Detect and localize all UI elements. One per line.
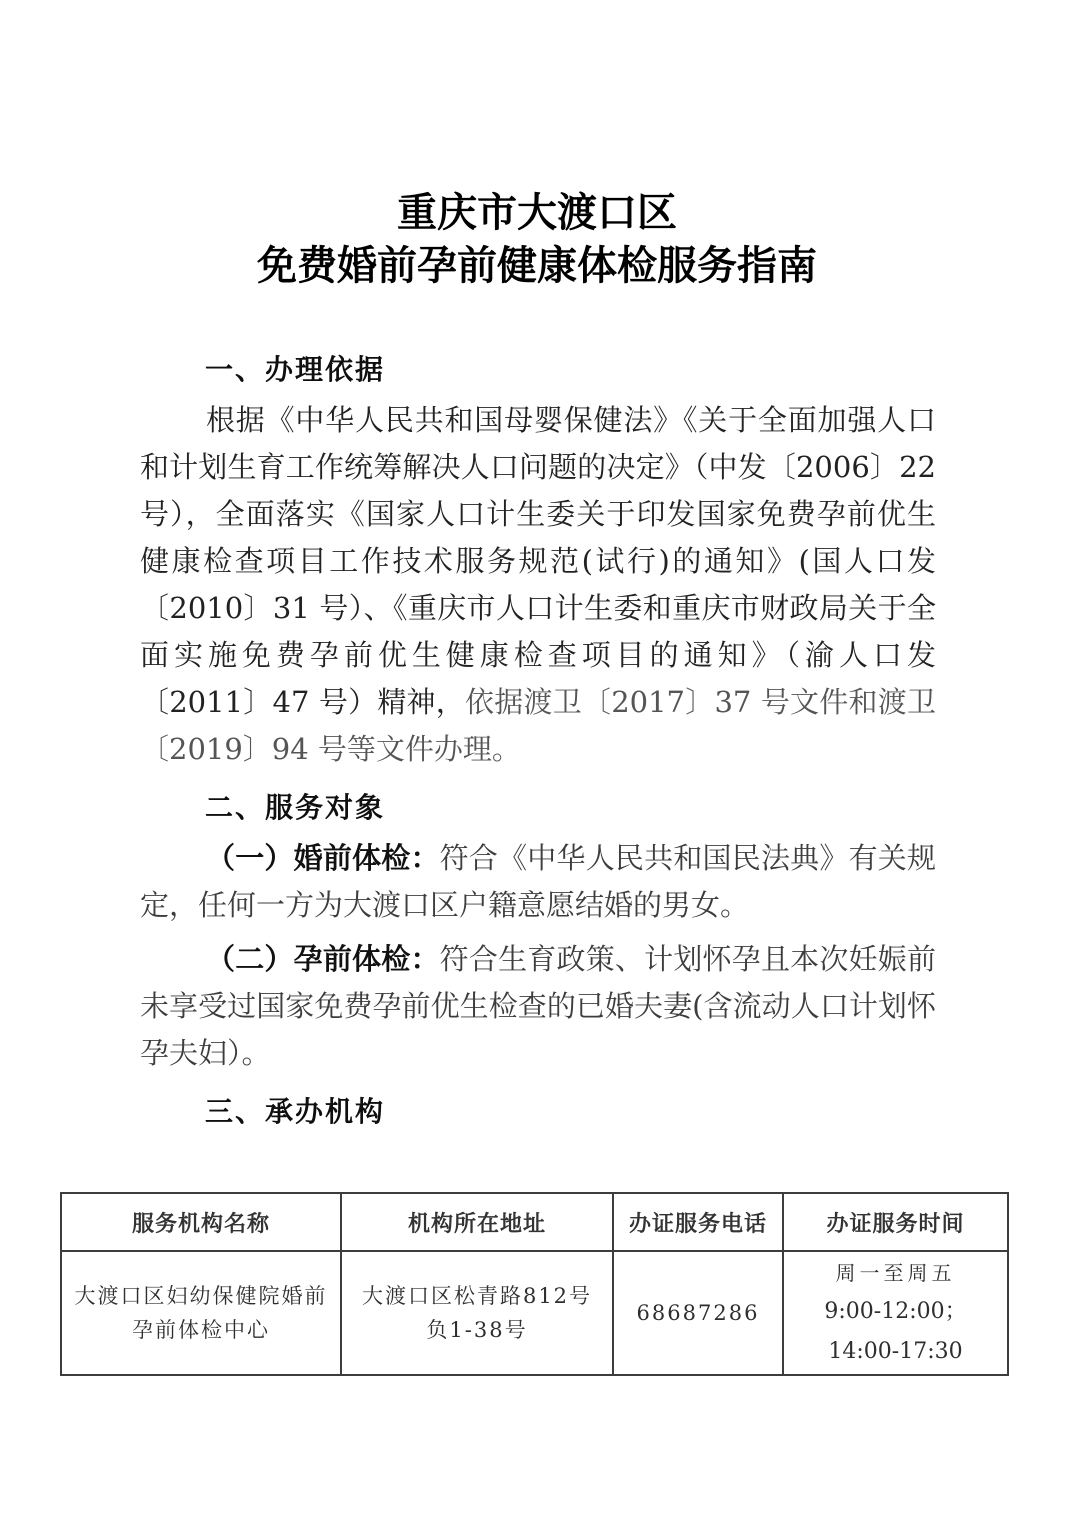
title-line-2: 免费婚前孕前健康体检服务指南 — [257, 242, 817, 289]
section-1-heading: 一、办理依据 — [205, 353, 386, 386]
service-target-item-2 — [140, 936, 936, 1077]
agency-table-row — [61, 1251, 1008, 1375]
service-time-hours: 9:00-12:00；14:00-17:30 — [824, 1299, 967, 1364]
section-2-heading: 二、服务对象 — [205, 791, 386, 824]
agency-table-header-row — [61, 1193, 1008, 1251]
cell-agency-address: 大渡口区松青路812号负1-38号 — [341, 1251, 613, 1375]
item-2-text: 符合生育政策、计划怀孕且本次妊娠前未享受过国家免费孕前优生检查的已婚夫妻(含流动人口计划怀孕夫妇）。 — [140, 942, 936, 1070]
title-line-1: 重庆市大渡口区 — [397, 189, 677, 236]
agency-table — [60, 1192, 1009, 1376]
header-service-phone: 办证服务电话 — [613, 1193, 783, 1251]
header-service-time: 办证服务时间 — [783, 1193, 1008, 1251]
cell-service-time — [783, 1251, 1008, 1375]
document-title — [0, 0, 1074, 292]
service-time-days: 周一至周五 — [835, 1261, 956, 1285]
local-file-reference-text: 依据渡卫〔2017〕37 号文件和渡卫〔2019〕94 号等文件办理。 — [140, 685, 936, 766]
item-1-text: 符合《中华人民共和国民法典》有关规定，任何一方为大渡口区户籍意愿结婚的男女。 — [140, 841, 936, 922]
cell-agency-name: 大渡口区妇幼保健院婚前孕前体检中心 — [61, 1251, 341, 1375]
header-agency-name: 服务机构名称 — [61, 1193, 341, 1251]
cell-service-phone: 68687286 — [613, 1251, 783, 1375]
section-3-heading: 三、承办机构 — [205, 1095, 386, 1128]
item-1-lead: （一）婚前体检： — [206, 841, 440, 875]
item-2-lead: （二）孕前体检： — [206, 942, 440, 976]
legal-basis-text: 根据《中华人民共和国母婴保健法》《关于全面加强人口和计划生育工作统筹解决人口问题的决定》（中发〔2006〕22 号），全面落实《国家人口计生委关于印发国家免费孕前优生健康检查项目工作技术服务规范(试行)的通知》(国人口发〔2010〕31 号）、《重庆市人口计生委和重庆市财政局关于全面实施免费孕前优生健康检查项目的通知》（渝人口发〔2011〕47 号）精神， — [140, 403, 936, 719]
section-1-paragraph — [140, 397, 936, 773]
header-agency-address: 机构所在地址 — [341, 1193, 613, 1251]
service-target-item-1 — [140, 835, 936, 929]
